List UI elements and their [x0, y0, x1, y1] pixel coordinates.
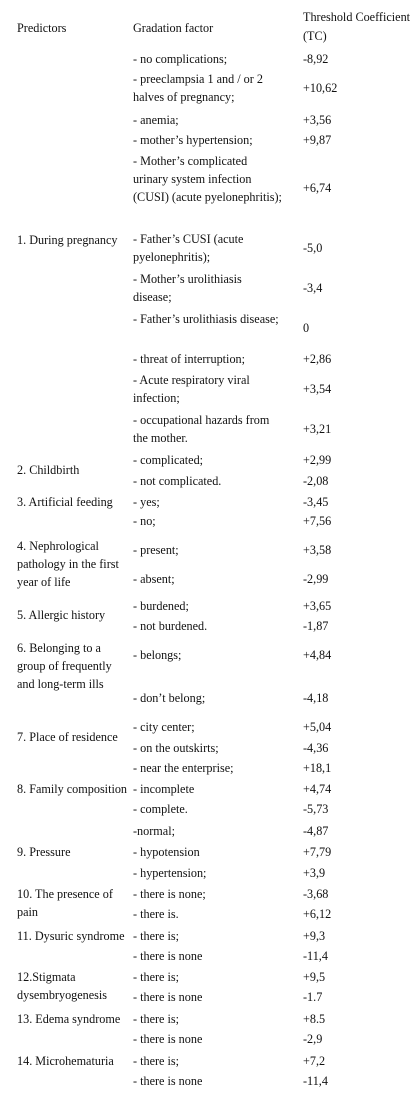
threshold-cell: +6,12 — [303, 907, 332, 921]
gradation-cell: - no complications; — [133, 52, 228, 66]
predictor-label: 5. Allergic history — [17, 608, 106, 622]
threshold-cell: +3,56 — [303, 113, 332, 127]
threshold-cell: 0 — [303, 321, 310, 335]
gradation-cell: - there is; — [133, 929, 180, 943]
gradation-cell: - Mother’s complicated urinary system infection (CUSI) (acute pyelonephritis); — [133, 154, 282, 204]
gradation-cell: - anemia; — [133, 113, 179, 127]
threshold-cell: +3,58 — [303, 543, 332, 557]
gradation-cell: - Acute respiratory viral infection; — [133, 373, 250, 405]
threshold-cell: +8.5 — [303, 1012, 326, 1026]
threshold-cell: +9,5 — [303, 970, 326, 984]
predictor-label: 11. Dysuric syndrome — [17, 929, 125, 943]
predictor-label: 9. Pressure — [17, 845, 71, 859]
gradation-cell: - there is; — [133, 1012, 180, 1026]
threshold-cell: +3,54 — [303, 382, 332, 396]
gradation-cell: - hypertension; — [133, 866, 207, 880]
threshold-cell: -1.7 — [303, 990, 323, 1004]
threshold-cell: +9,3 — [303, 929, 326, 943]
predictor-label: 6. Belonging to a group of frequently and long-term ills — [17, 641, 112, 691]
gradation-cell: - no; — [133, 514, 156, 528]
threshold-cell: -4,87 — [303, 824, 329, 838]
gradation-cell: - there is none; — [133, 887, 206, 901]
threshold-cell: -3,68 — [303, 887, 329, 901]
predictor-label: 7. Place of residence — [17, 730, 118, 744]
gradation-cell: - yes; — [133, 495, 160, 509]
gradation-cell: - there is none — [133, 949, 203, 963]
threshold-cell: +7,2 — [303, 1054, 326, 1068]
threshold-cell: +3,21 — [303, 422, 332, 436]
threshold-cell: -3,4 — [303, 281, 323, 295]
gradation-cell: - absent; — [133, 572, 175, 586]
gradation-cell: - there is; — [133, 970, 180, 984]
gradation-cell: - there is none — [133, 1032, 203, 1046]
gradation-cell: - near the enterprise; — [133, 761, 234, 775]
gradation-cell: -normal; — [133, 824, 175, 838]
gradation-cell: - preeclampsia 1 and / or 2 halves of pregnancy; — [133, 72, 263, 104]
gradation-cell: - not complicated. — [133, 474, 222, 488]
gradation-cell: - on the outskirts; — [133, 741, 219, 755]
gradation-cell: - incomplete — [133, 782, 195, 796]
threshold-cell: -2,08 — [303, 474, 329, 488]
threshold-cell: -3,45 — [303, 495, 329, 509]
threshold-cell: +18,1 — [303, 761, 332, 775]
threshold-cell: +3,9 — [303, 866, 326, 880]
threshold-cell: +5,04 — [303, 720, 332, 734]
predictor-label: 10. The presence of pain — [17, 887, 113, 919]
threshold-cell: +7,56 — [303, 514, 332, 528]
gradation-cell: - Mother’s urolithiasis disease; — [133, 272, 242, 304]
threshold-cell: -2,9 — [303, 1032, 323, 1046]
threshold-cell: -11,4 — [303, 1074, 328, 1088]
gradation-cell: - don’t belong; — [133, 691, 206, 705]
gradation-cell: - there is. — [133, 907, 179, 921]
threshold-cell: +6,74 — [303, 181, 332, 195]
gradation-cell: - hypotension — [133, 845, 200, 859]
predictor-label: 13. Edema syndrome — [17, 1012, 121, 1026]
header-gradation-factor: Gradation factor — [133, 21, 214, 35]
threshold-cell: +2,99 — [303, 453, 332, 467]
threshold-cell: +9,87 — [303, 133, 332, 147]
predictor-label: 12.Stigmata dysembryogenesis — [17, 970, 108, 1002]
gradation-cell: - not burdened. — [133, 619, 208, 633]
gradation-cell: - there is none — [133, 1074, 203, 1088]
gradation-cell: - belongs; — [133, 648, 182, 662]
predictor-label: 3. Artificial feeding — [17, 495, 113, 509]
threshold-cell: +7,79 — [303, 845, 332, 859]
gradation-cell: - burdened; — [133, 599, 189, 613]
gradation-cell: - occupational hazards from the mother. — [133, 413, 270, 445]
header-threshold-coefficient: Threshold Coefficient (TC) — [303, 10, 411, 43]
gradation-cell: - Father’s CUSI (acute pyelonephritis); — [133, 232, 244, 264]
threshold-cell: -5,73 — [303, 802, 329, 816]
gradation-cell: - complicated; — [133, 453, 204, 467]
threshold-cell: -8,92 — [303, 52, 329, 66]
threshold-cell: +4,84 — [303, 648, 332, 662]
gradation-cell: - there is none — [133, 990, 203, 1004]
gradation-cell: - mother’s hypertension; — [133, 133, 253, 147]
threshold-cell: -11,4 — [303, 949, 328, 963]
gradation-cell: - there is; — [133, 1054, 180, 1068]
predictor-label: 1. During pregnancy — [17, 233, 118, 247]
threshold-cell: -4,36 — [303, 741, 329, 755]
threshold-cell: +4,74 — [303, 782, 332, 796]
gradation-cell: - Father’s urolithiasis disease; — [133, 312, 279, 326]
threshold-cell: +10,62 — [303, 81, 338, 95]
gradation-cell: - threat of interruption; — [133, 352, 246, 366]
threshold-cell: -5,0 — [303, 241, 323, 255]
gradation-cell: - city center; — [133, 720, 195, 734]
threshold-cell: +2,86 — [303, 352, 332, 366]
threshold-cell: -2,99 — [303, 572, 329, 586]
threshold-cell: -4,18 — [303, 691, 329, 705]
header-predictors: Predictors — [17, 21, 67, 35]
gradation-cell: - complete. — [133, 802, 188, 816]
threshold-cell: +3,65 — [303, 599, 332, 613]
gradation-cell: - present; — [133, 543, 179, 557]
predictor-label: 4. Nephrological pathology in the first year of life — [17, 539, 119, 589]
threshold-cell: -1,87 — [303, 619, 329, 633]
predictor-label: 14. Microhematuria — [17, 1054, 114, 1068]
predictor-label: 8. Family composition — [17, 782, 128, 796]
predictor-label: 2. Childbirth — [17, 463, 80, 477]
